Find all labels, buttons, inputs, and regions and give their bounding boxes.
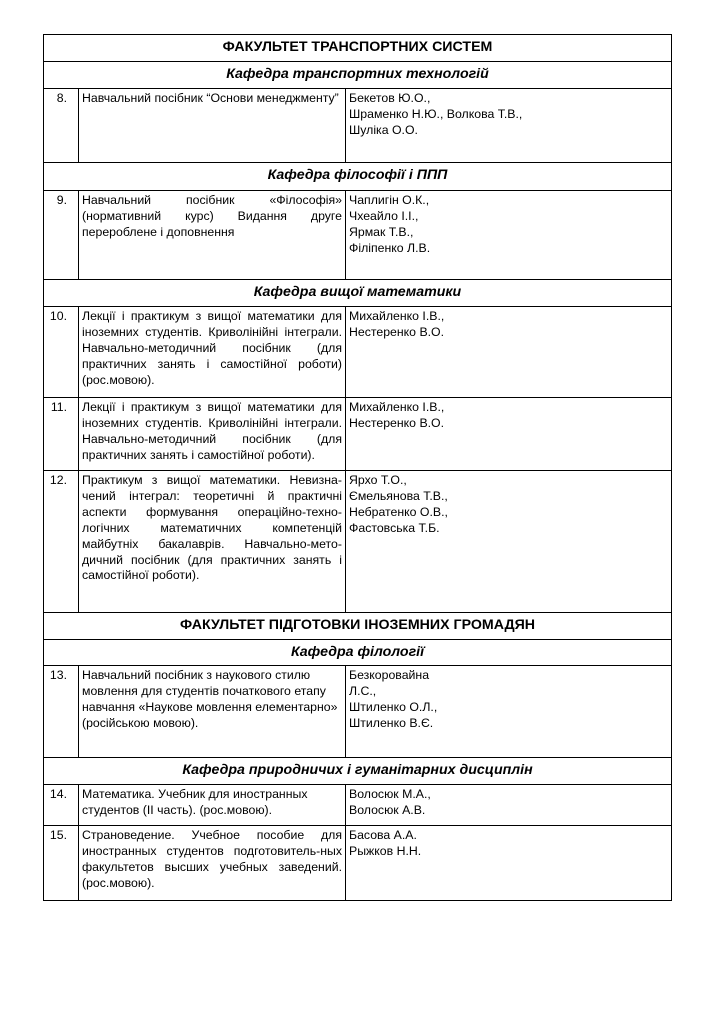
publication-title: Страноведение. Учебное пособие для иностранных студентов подготовитель-ных факультетов высших учебных заведений. (рос.мовою).: [79, 826, 346, 901]
publication-title: Навчальний посібник “Основи менеджменту”: [79, 89, 346, 163]
department-heading: Кафедра природничих і гуманітарних дисциплін: [44, 758, 672, 785]
author: Шуліка О.О.: [349, 122, 418, 137]
publication-title: Лекції і практикум з вищої математики для іноземних студентів. Криволінійні інтеграли. Навчально-методичний посібник (для практичних занять і самостійної роботи)(рос.мовою).: [79, 307, 346, 398]
department-heading: Кафедра вищої математики: [44, 280, 672, 307]
author: Чхеайло І.І.,: [349, 208, 419, 223]
department-heading: Кафедра філософії і ППП: [44, 163, 672, 191]
department-row: [44, 758, 672, 785]
author: Волосюк А.В.: [349, 802, 426, 817]
table-row: [44, 471, 672, 613]
table-row: [44, 89, 672, 163]
row-number: 12.: [44, 471, 79, 613]
table-row: [44, 191, 672, 280]
table-row: [44, 666, 672, 758]
row-number: 8.: [44, 89, 79, 163]
publication-title: Практикум з вищої математики. Невизна-чений інтеграл: теоретичні й практичні аспекти формування операційно-техно-логічних математичних компетенцій майбутніх бакалаврів. Навчально-мето-дичний посібник (для практичних занять і самостійної роботи).: [79, 471, 346, 613]
author: Басова А.А.: [349, 828, 417, 842]
department-row: [44, 163, 672, 191]
author: Ємельянова Т.В.,: [349, 488, 448, 503]
author: Шраменко Н.Ю., Волкова Т.В.,: [349, 106, 523, 121]
department-row: [44, 280, 672, 307]
author: Безкоровайна: [349, 668, 430, 682]
authors-cell: [346, 191, 672, 280]
row-number: 14.: [44, 785, 79, 826]
department-row: [44, 640, 672, 666]
row-number: 13.: [44, 666, 79, 758]
publication-title: Навчальний посібник з наукового стилю мовлення для студентів початкового етапу навчання «Наукове мовлення елементарно» (російською мовою).: [79, 666, 346, 758]
author: Бекетов Ю.О.,: [349, 91, 431, 105]
author: Л.С.,: [349, 683, 377, 698]
publications-table: [43, 34, 672, 901]
authors-cell: [346, 666, 672, 758]
table-row: [44, 307, 672, 398]
author: Небратенко О.В.,: [349, 504, 448, 519]
author: Штиленко О.Л.,: [349, 699, 438, 714]
faculty-heading: ФАКУЛЬТЕТ ПІДГОТОВКИ ІНОЗЕМНИХ ГРОМАДЯН: [44, 613, 672, 640]
author: Нестеренко В.О.: [349, 415, 445, 430]
faculty-row: [44, 613, 672, 640]
author: Фастовська Т.Б.: [349, 520, 440, 535]
table-row: [44, 785, 672, 826]
author: Нестеренко В.О.: [349, 324, 445, 339]
author: Михайленко І.В.,: [349, 400, 445, 414]
authors-cell: [346, 89, 672, 163]
author: Волосюк М.А.,: [349, 787, 431, 801]
department-row: [44, 62, 672, 89]
department-heading: Кафедра філології: [44, 640, 672, 666]
row-number: 10.: [44, 307, 79, 398]
author: Філіпенко Л.В.: [349, 240, 431, 255]
department-heading: Кафедра транспортних технологій: [44, 62, 672, 89]
table-body: [44, 35, 672, 901]
authors-cell: [346, 307, 672, 398]
author: Чаплигін О.К.,: [349, 193, 430, 207]
author: Михайленко І.В.,: [349, 309, 445, 323]
faculty-heading: ФАКУЛЬТЕТ ТРАНСПОРТНИХ СИСТЕМ: [44, 35, 672, 62]
row-number: 11.: [44, 398, 79, 471]
table-row: [44, 398, 672, 471]
publication-title: Навчальний посібник «Філософія» (нормативний курс) Видання друге перероблене і доповнення: [79, 191, 346, 280]
author: Штиленко В.Є.: [349, 715, 434, 730]
author: Ярхо Т.О.,: [349, 473, 407, 487]
faculty-row: [44, 35, 672, 62]
authors-cell: [346, 826, 672, 901]
authors-cell: [346, 398, 672, 471]
author: Рыжков Н.Н.: [349, 843, 422, 858]
authors-cell: [346, 785, 672, 826]
row-number: 9.: [44, 191, 79, 280]
publication-title: Математика. Учебник для иностранных студентов (II часть). (рос.мовою).: [79, 785, 346, 826]
author: Ярмак Т.В.,: [349, 224, 414, 239]
table-row: [44, 826, 672, 901]
authors-cell: [346, 471, 672, 613]
publication-title: Лекції і практикум з вищої математики для іноземних студентів. Криволінійні інтеграли. Навчально-методичний посібник (для практичних занять і самостійної роботи).: [79, 398, 346, 471]
row-number: 15.: [44, 826, 79, 901]
